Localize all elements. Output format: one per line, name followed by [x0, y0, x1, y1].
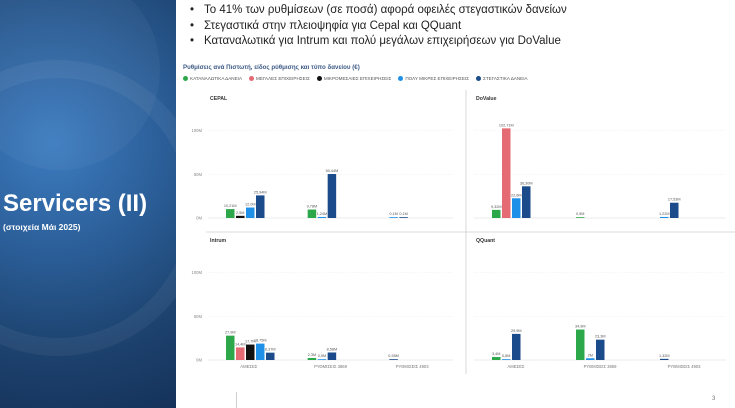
bar-value-label: 17,7M — [244, 339, 256, 344]
y-tick-label: 50M — [193, 171, 202, 177]
bar-value-label: 1,32M — [658, 353, 670, 358]
chart-area — [176, 84, 735, 384]
bar-value-label: 1,24M — [316, 211, 328, 216]
title-panel — [0, 0, 176, 408]
chart-bar — [492, 357, 501, 360]
x-tick-label: ΡΥΘΜΙΣΕΙΣ 4903 — [667, 364, 701, 369]
chart-bar — [328, 174, 337, 218]
chart-bar — [318, 359, 327, 360]
x-tick-label: ΡΥΘΜΙΣΕΙΣ 4903 — [395, 364, 429, 369]
chart-bar — [576, 217, 585, 218]
chart-bar — [328, 352, 337, 360]
legend-label: ΚΑΤΑΝΑΛΩΤΙΚΑ ΔΑΝΕΙΑ — [190, 76, 243, 81]
chart-bar — [576, 330, 585, 360]
chart-bar — [226, 336, 235, 360]
y-tick-label: 0M — [196, 357, 202, 363]
chart-bar — [502, 128, 511, 218]
x-tick-label: ΑΜΕΣΕΣ — [507, 364, 525, 369]
chart-bar — [266, 353, 275, 360]
chart-bar — [236, 216, 245, 218]
chart-bar — [512, 198, 521, 218]
legend-swatch — [398, 76, 403, 81]
bar-value-label: 50,44M — [325, 169, 339, 174]
legend-item — [476, 76, 528, 81]
chart-bar — [389, 217, 398, 218]
x-tick-label: ΡΥΘΜΙΣΕΙΣ 3869 — [314, 364, 347, 369]
y-tick-label: 100M — [191, 270, 202, 276]
panel-title: Intrum — [210, 238, 227, 244]
bar-value-label: 9,78M — [306, 204, 318, 209]
bar-value-label: 0,1M — [389, 212, 398, 217]
chart-bar — [256, 344, 265, 360]
bar-value-label: 1,22M — [658, 211, 670, 216]
bar-value-label: 12,0M — [244, 202, 256, 207]
legend-swatch — [183, 76, 188, 81]
legend-item — [249, 76, 310, 81]
bullet-item — [190, 34, 567, 50]
bar-value-label: 0,1M — [399, 212, 408, 217]
chart-bar — [660, 359, 669, 360]
legend-swatch — [249, 76, 254, 81]
chart-bar — [389, 359, 398, 360]
y-tick-label: 0M — [196, 215, 202, 221]
bar-value-label: 0,9M — [576, 212, 585, 217]
bar-value-label: 14,4M — [234, 342, 246, 347]
bar-value-label: 2M — [587, 353, 593, 358]
bar-value-label: 18,75M — [253, 338, 267, 343]
bar-value-label: 17,53M — [667, 197, 681, 202]
page-number: 3 — [712, 396, 716, 402]
bar-value-label: 25,94M — [253, 190, 267, 195]
legend-item — [183, 76, 242, 81]
bar-value-label: 2,3M — [307, 352, 317, 357]
x-tick-label: ΑΜΕΣΕΣ — [240, 364, 258, 369]
bar-value-label: 10,21M — [223, 204, 237, 209]
bar-value-label: 2,5M — [236, 210, 245, 215]
bullet-item — [190, 3, 567, 19]
bullet-text: Το 41% των ρυθμίσεων (σε ποσά) αφορά οφειλές στεγαστικών δανείων — [204, 4, 567, 16]
bullet-glyph: • — [190, 4, 195, 16]
footer-divider — [236, 392, 237, 408]
panel-title: QQuant — [476, 238, 496, 244]
bar-value-label: 22,6M — [510, 193, 522, 198]
x-tick-label: ΡΥΘΜΙΣΕΙΣ 3869 — [583, 364, 617, 369]
slide-subtitle: (στοιχεία Μάι 2025) — [3, 222, 81, 232]
chart-bar — [318, 217, 327, 218]
chart-bar — [246, 208, 255, 218]
bullet-text: Στεγαστικά στην πλειοψηφία για Cepal και QQuant — [204, 19, 462, 32]
legend-label: ΠΟΛΥ ΜΙΚΡΕΣ ΕΠΙΧΕΙΡΗΣΕΙΣ — [405, 76, 470, 81]
chart-bar — [226, 209, 235, 218]
chart-bar — [502, 359, 511, 360]
chart-bar — [596, 340, 605, 360]
chart-bar — [308, 358, 317, 360]
chart-legend — [183, 76, 528, 81]
y-tick-label: 100M — [191, 128, 202, 134]
bar-value-label: 0,8M — [502, 354, 511, 359]
chart-bar — [660, 217, 669, 218]
slide-title: Servicers (II) — [3, 190, 148, 217]
chart-bar — [492, 210, 501, 218]
panel-title: CEPAL — [210, 96, 228, 102]
bar-value-label: 102,71M — [498, 123, 514, 128]
chart-bar — [236, 347, 245, 360]
chart-bar — [399, 217, 408, 218]
chart-bar — [512, 334, 521, 360]
y-tick-label: 50M — [193, 313, 202, 319]
legend-item — [317, 76, 392, 81]
bar-value-label: 34,9M — [574, 324, 586, 329]
bar-value-label: 23,3M — [594, 334, 606, 339]
bullet-list — [190, 3, 567, 50]
legend-swatch — [476, 76, 481, 81]
bar-value-label: 8,37M — [264, 347, 276, 352]
chart-bar — [522, 186, 531, 218]
bullet-text: Καταναλωτικά για Intrum και πολύ μεγάλων επιχειρήσεων για DoValue — [204, 35, 561, 47]
chart-bar — [256, 195, 265, 218]
chart-bar — [670, 203, 679, 218]
bar-value-label: 0,55M — [388, 354, 399, 359]
bar-value-label: 36,30M — [519, 181, 533, 186]
chart-bar — [586, 358, 595, 360]
bar-value-label: 3,4M — [492, 352, 501, 357]
legend-label: ΣΤΕΓΑΣΤΙΚΑ ΔΑΝΕΙΑ — [483, 76, 528, 81]
legend-label: ΜΙΚΡΟΜΕΣΑΙΕΣ ΕΠΙΧΕΙΡΗΣΕΙΣ — [323, 76, 392, 81]
legend-item — [398, 76, 469, 81]
chart-bar — [308, 210, 317, 218]
bullet-glyph: • — [190, 19, 195, 32]
bar-value-label: 8,58M — [326, 347, 338, 352]
bar-value-label: 9,32M — [490, 204, 502, 209]
legend-label: ΜΕΓΑΛΕΣ ΕΠΙΧΕΙΡΗΣΕΙΣ — [256, 76, 310, 81]
bar-value-label: 29,9M — [510, 328, 522, 333]
bullet-item — [190, 19, 567, 35]
panel-title: DoValue — [476, 96, 497, 102]
bullet-glyph: • — [190, 35, 195, 47]
bar-value-label: 0,5M — [317, 354, 327, 359]
legend-swatch — [317, 76, 322, 81]
bar-value-label: 27,9M — [224, 330, 236, 335]
chart-title: Ρυθμίσεις ανά Πιστωτή, είδος ρύθμισης και τύπο δανείου (€) — [183, 64, 360, 71]
chart-bar — [246, 345, 255, 360]
